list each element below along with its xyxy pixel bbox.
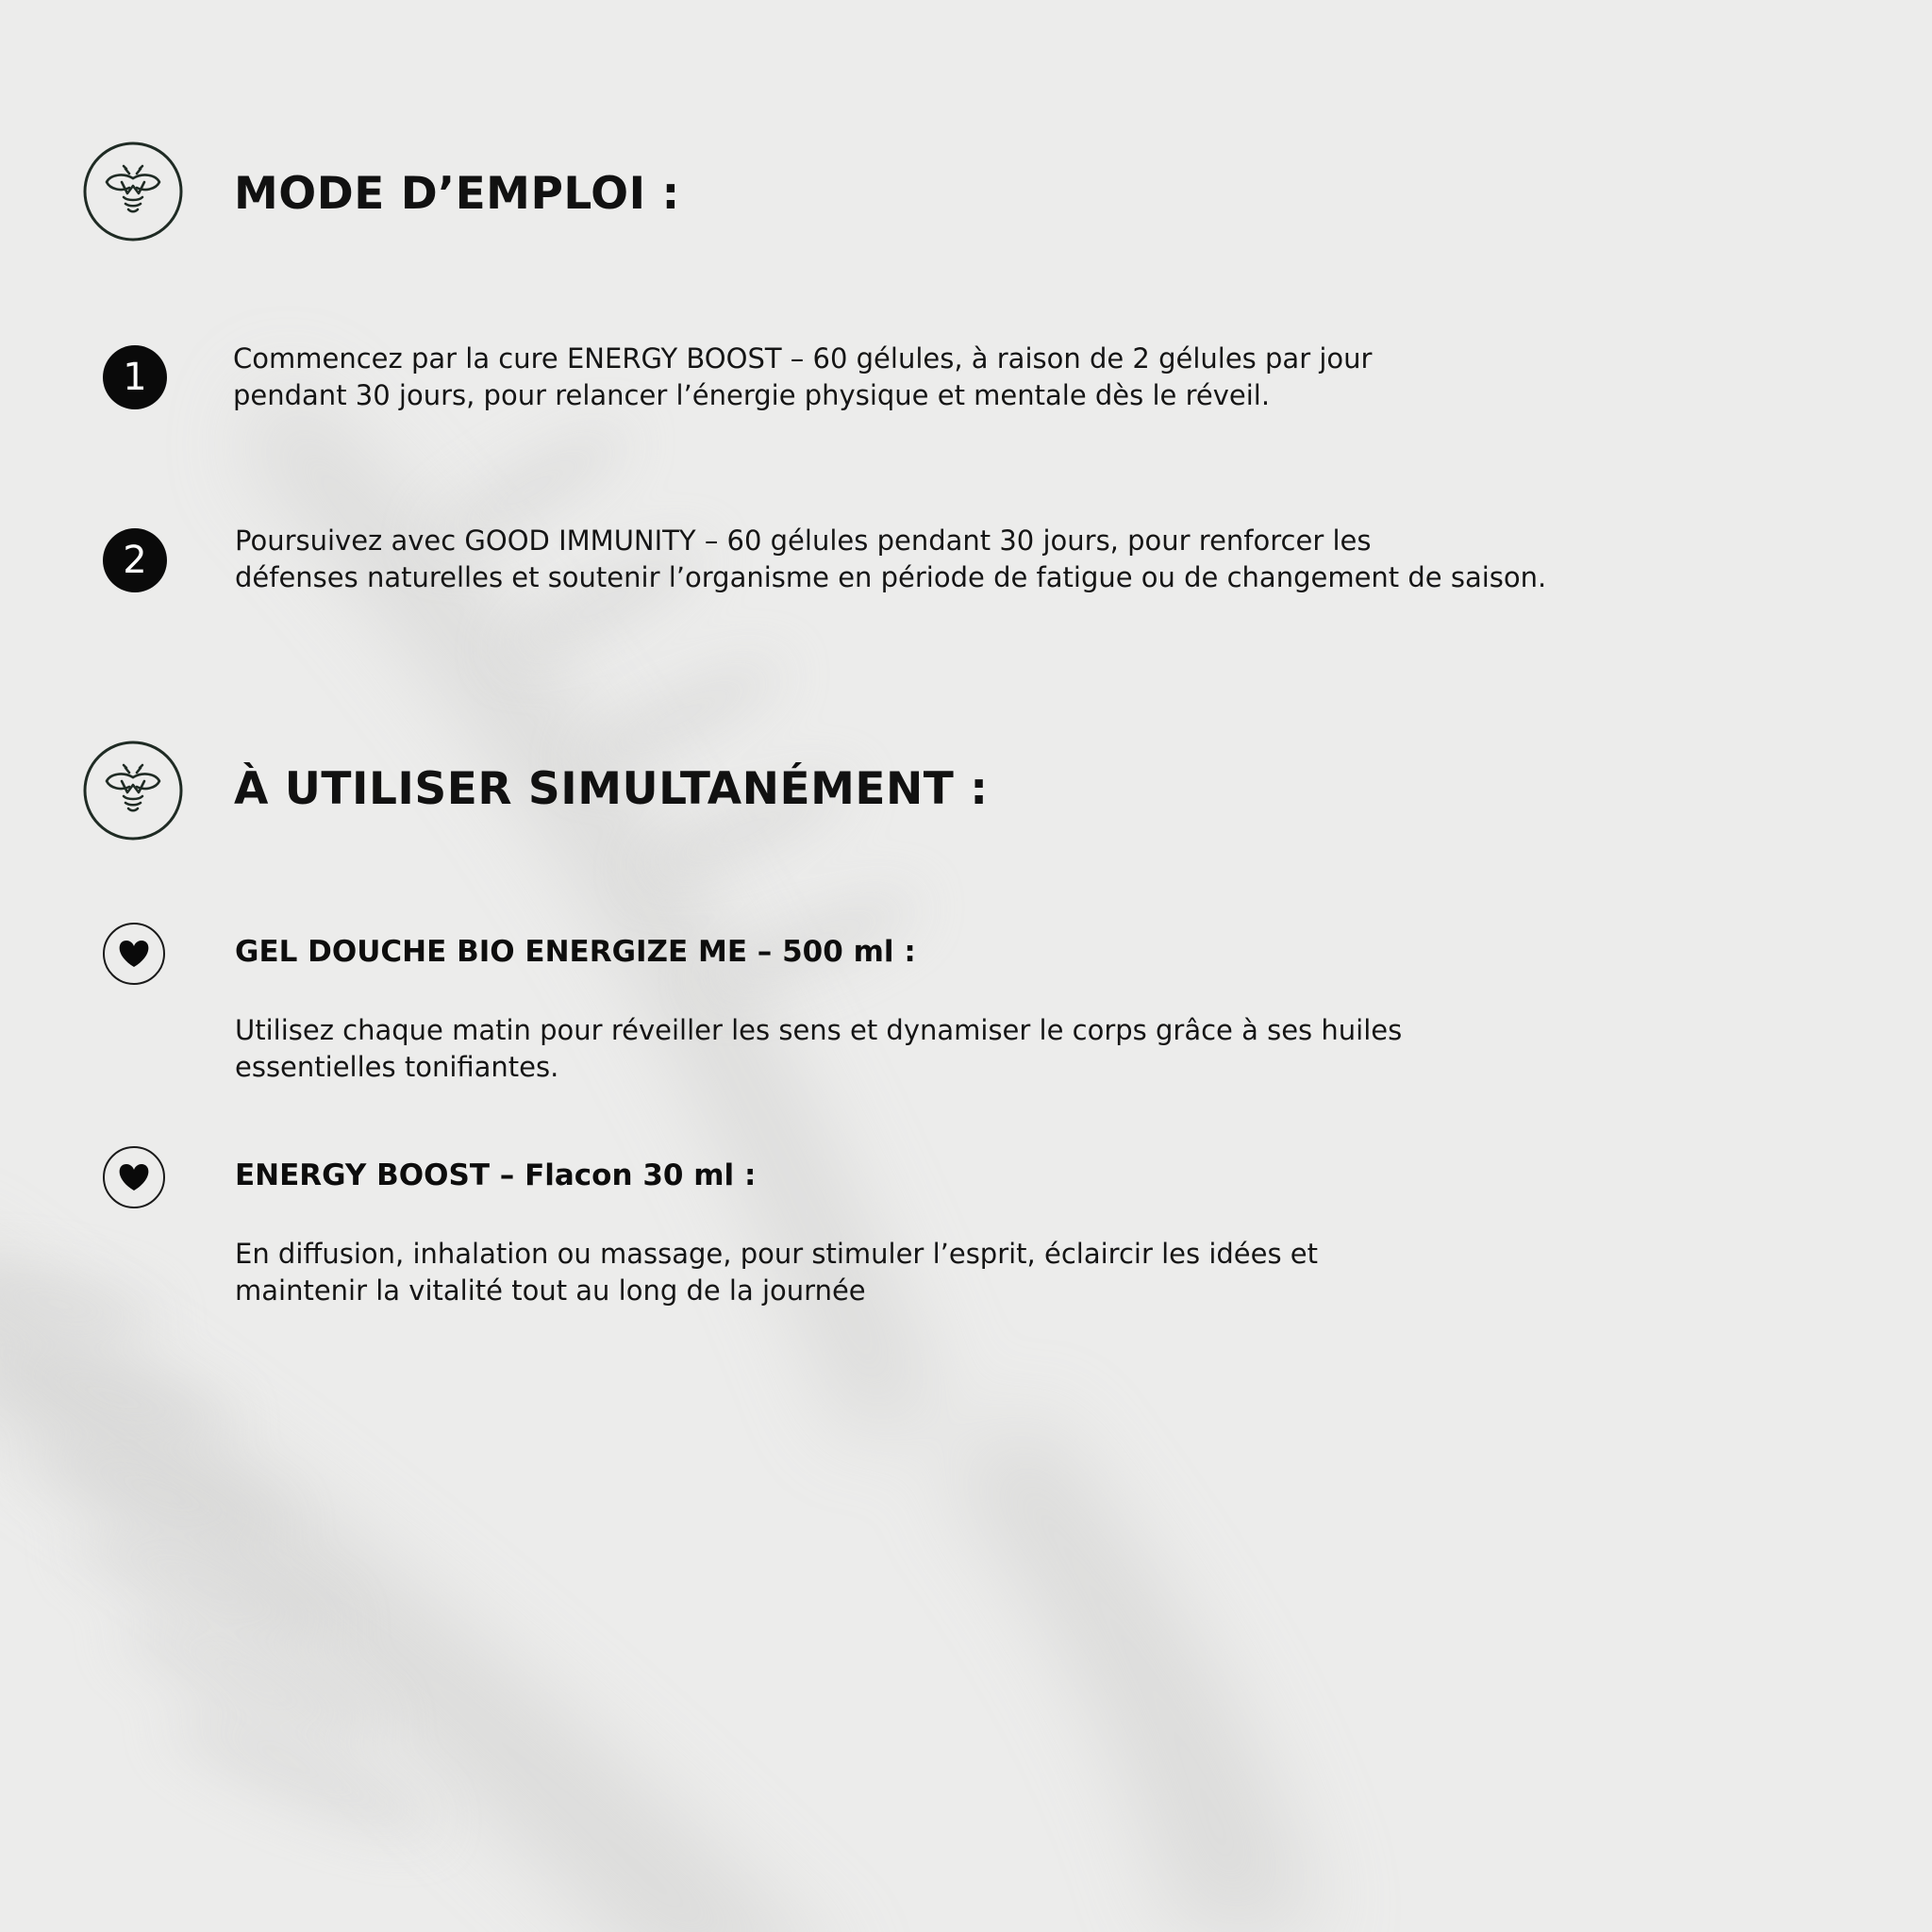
product-title-gel-douche: GEL DOUCHE BIO ENERGIZE ME – 500 ml : — [235, 935, 916, 969]
step-badge-1: 1 — [103, 345, 167, 409]
section-heading-mode-emploi: MODE D’EMPLOI : — [234, 168, 680, 220]
product-text-energy-boost: En diffusion, inhalation ou massage, pour stimuler l’esprit, éclaircir les idées et maintenir la vitalité tout au long de la journée — [235, 1238, 1319, 1307]
heart-icon — [102, 1145, 166, 1209]
heart-icon — [102, 922, 166, 986]
bee-logo-icon — [82, 740, 184, 841]
product-text-gel-douche: Utilisez chaque matin pour réveiller les sens et dynamiser le corps grâce à ses huiles essentielles tonifiantes. — [235, 1014, 1403, 1083]
product-title-energy-boost: ENERGY BOOST – Flacon 30 ml : — [235, 1158, 757, 1192]
step-text-1: Commencez par la cure ENERGY BOOST – 60 gélules, à raison de 2 gélules par jour pendant 30 jours, pour relancer l’énergie physique et mentale dès le réveil. — [233, 342, 1373, 411]
step-badge-2: 2 — [103, 528, 167, 592]
bee-logo-icon — [82, 141, 184, 242]
step-text-2: Poursuivez avec GOOD IMMUNITY – 60 gélules pendant 30 jours, pour renforcer les défenses naturelles et soutenir l’organisme en période de fatigue ou de changement de saison. — [235, 525, 1547, 593]
section-heading-simultanement: À UTILISER SIMULTANÉMENT : — [234, 763, 989, 815]
